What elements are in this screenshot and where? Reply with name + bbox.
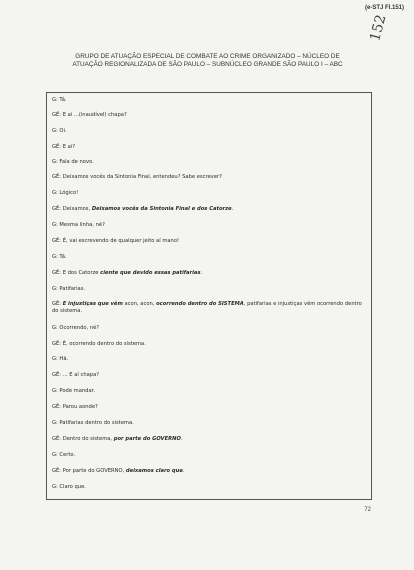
emphasized-text: Deixamos vocês da Sintonia Final e dos Catorze (91, 206, 232, 212)
transcript-line (52, 190, 368, 197)
line-text: GÊ: É, vai escrevendo de qualquer jeito aí mano! (52, 238, 180, 244)
line-text: GÊ: E aí? (52, 144, 75, 150)
transcript-line (52, 174, 368, 181)
transcript-line (52, 159, 368, 166)
transcript-line (52, 301, 368, 315)
transcript-line (52, 238, 368, 245)
transcript-line (52, 144, 368, 151)
header-line-2: ATUAÇÃO REGIONALIZADA DE SÃO PAULO – SUBNÚCLEO GRANDE SÃO PAULO I – ABC (72, 61, 343, 68)
transcript-line (52, 484, 368, 491)
line-text: GÊ: Por parte do GOVERNO, (52, 468, 126, 474)
line-text: G: Mesma linha, né? (52, 222, 105, 228)
page-number: 72 (364, 507, 371, 513)
transcript-line (52, 112, 368, 119)
transcript-line (52, 325, 368, 332)
line-text: G: Hã. (52, 356, 69, 362)
transcript-line (52, 356, 368, 363)
line-text: G: Claro que. (52, 484, 86, 490)
transcript-line (52, 128, 368, 135)
line-text: GÊ: E dos Catorze (52, 270, 101, 276)
emphasized-text: E injustiças que vêm (62, 301, 123, 307)
line-text: GÊ: É, ocorrendo dentro do sistema. (52, 341, 146, 347)
court-stamp: (e-STJ Fl.151) (364, 5, 404, 11)
line-text: GÊ: ... E aí chapa? (52, 372, 100, 378)
line-text: G: Ocorrendo, né? (52, 325, 100, 331)
line-text: G: Certo. (52, 452, 76, 458)
line-text: . (182, 468, 185, 474)
transcript-line (52, 270, 368, 277)
transcript-line (52, 420, 368, 427)
line-text: G: Oi. (52, 128, 67, 134)
emphasized-text: ocorrendo dentro do SISTEMA (156, 301, 244, 307)
transcript-line (52, 286, 368, 293)
handwritten-folio-number: 152 (367, 13, 390, 43)
transcript-line (52, 468, 368, 475)
line-text: . (180, 436, 183, 442)
transcript-box (46, 92, 372, 500)
line-text: G: Patifarias. (52, 286, 86, 292)
transcript-line (52, 388, 368, 395)
line-text: GÊ: (52, 301, 63, 307)
line-text: acon, acon, (122, 301, 157, 307)
transcript-line (52, 254, 368, 261)
line-text: G: Tá. (52, 254, 67, 260)
line-text: GÊ: Parou aonde? (52, 404, 98, 410)
document-header (40, 53, 375, 69)
line-text: G: Tá. (52, 97, 67, 103)
transcript-line (52, 436, 368, 443)
emphasized-text: ciente que devido essas patifarias (100, 270, 201, 276)
line-text: GÊ: Deixamos, (52, 206, 92, 212)
line-text: GÊ: Dentro do sistema, (52, 436, 114, 442)
line-text: GÊ: E aí ...(inaudível) chapa? (52, 112, 127, 118)
transcript-line (52, 97, 368, 104)
transcript-line (52, 222, 368, 229)
line-text: G: Pode mandar. (52, 388, 95, 394)
line-text: G: Patifarias dentro do sistema. (52, 420, 134, 426)
emphasized-text: por parte do GOVERNO (113, 436, 181, 442)
transcript-line (52, 372, 368, 379)
transcript-line (52, 404, 368, 411)
transcript-line (52, 341, 368, 348)
line-text: G: Fala de novo. (52, 159, 94, 165)
header-line-1: GRUPO DE ATUAÇÃO ESPECIAL DE COMBATE AO CRIME ORGANIZADO – NÚCLEO DE (75, 53, 340, 60)
emphasized-text: deixamos claro que (125, 468, 183, 474)
line-text: . (200, 270, 203, 276)
line-text: . (231, 206, 234, 212)
line-text: GÊ: Deixamos vocês da Sintonia Final, entendeu? Sabe escrever? (52, 174, 222, 180)
line-text: , patifarias e injustiças vêm ocorrendo dentro do sistema. (52, 301, 362, 314)
line-text: G: Lógico! (52, 190, 79, 196)
transcript-line (52, 206, 368, 213)
transcript-line (52, 452, 368, 459)
